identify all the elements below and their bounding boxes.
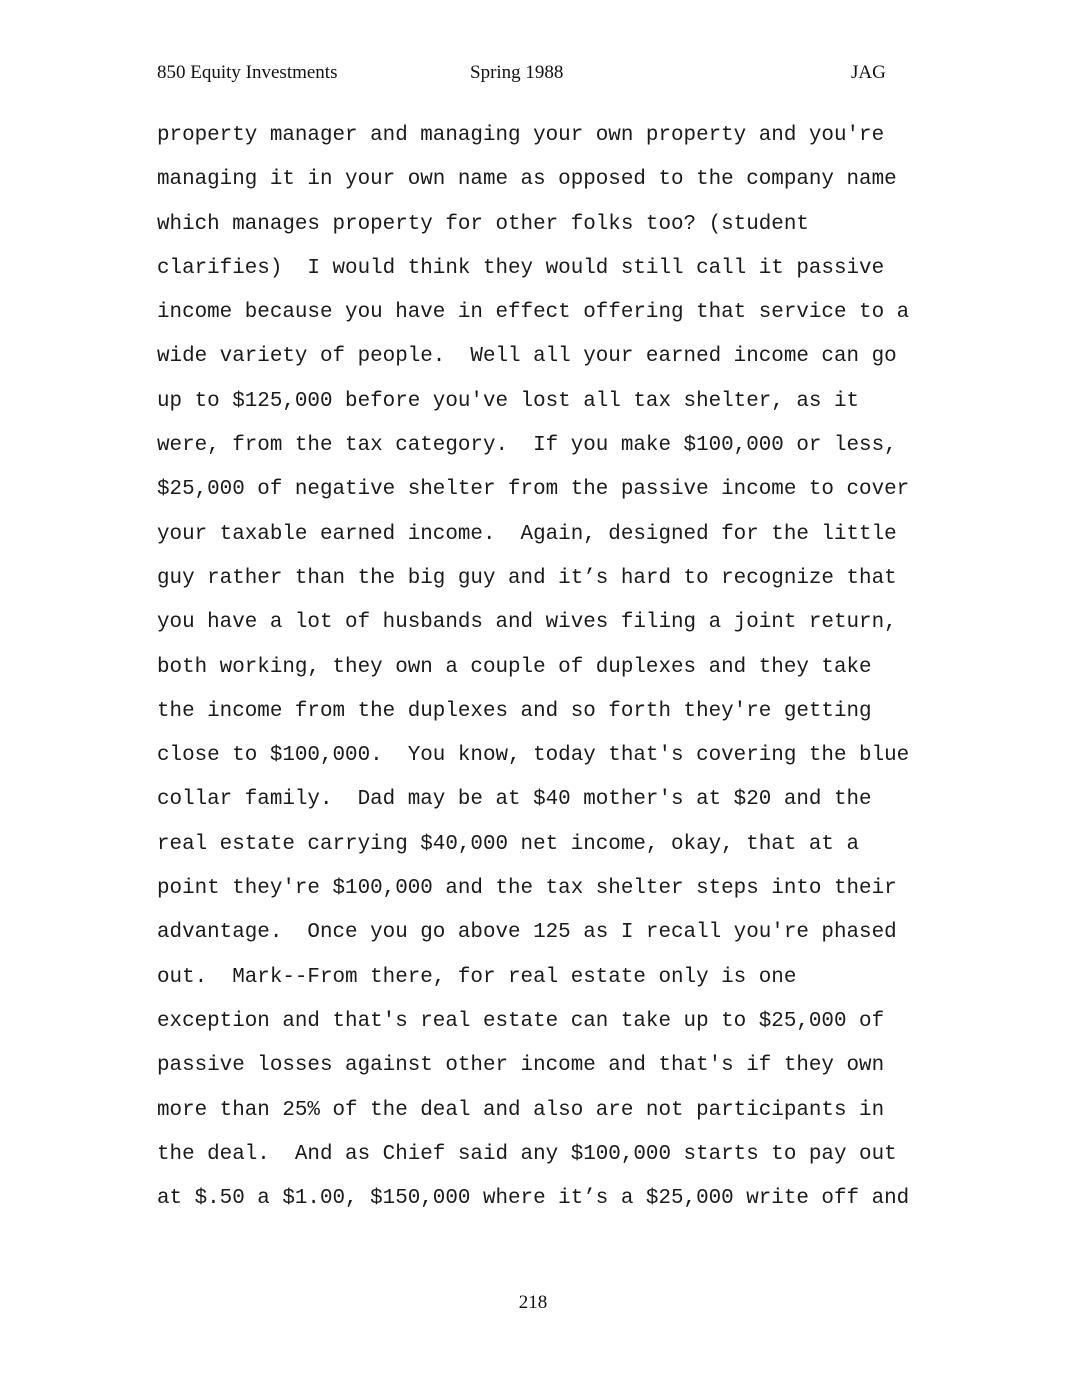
text-line: property manager and managing your own property and you're [157, 124, 885, 147]
text-line: passive losses against other income and that's if they own [157, 1054, 885, 1078]
text-line: close to $100,000. You know, today that's covering the blue [157, 744, 910, 768]
page-header [0, 62, 1066, 90]
author-initials: JAG [851, 62, 886, 83]
text-line: more than 25% of the deal and also are not participants in [157, 1098, 885, 1122]
course-title: 850 Equity Investments [157, 62, 338, 83]
text-line: both working, they own a couple of duplexes and they take [157, 655, 872, 679]
text-line: the income from the duplexes and so forth they're getting [157, 699, 872, 723]
page-number: 218 [518, 1292, 548, 1313]
text-line: the deal. And as Chief said any $100,000 starts to pay out [157, 1142, 897, 1166]
text-line: real estate carrying $40,000 net income, okay, that at a [157, 832, 860, 856]
text-line: managing it in your own name as opposed to the company name [157, 168, 897, 192]
text-line: $25,000 of negative shelter from the passive income to cover [157, 478, 910, 502]
text-line: up to $125,000 before you've lost all tax shelter, as it [157, 389, 860, 413]
text-line: point they're $100,000 and the tax shelter steps into their [157, 877, 897, 901]
text-line: your taxable earned income. Again, designed for the little [157, 522, 897, 546]
text-line: out. Mark--From there, for real estate only is one [157, 965, 797, 989]
text-line: you have a lot of husbands and wives filing a joint return, [157, 611, 897, 635]
term-label: Spring 1988 [470, 62, 564, 83]
transcript-body [157, 119, 1057, 1226]
text-line: income because you have in effect offering that service to a [157, 301, 910, 325]
text-line: wide variety of people. Well all your earned income can go [157, 345, 897, 369]
text-line: at $.50 a $1.00, $150,000 where it’s a $25,000 write off and [157, 1187, 910, 1211]
text-line: were, from the tax category. If you make $100,000 or less, [157, 434, 897, 458]
text-line: advantage. Once you go above 125 as I recall you're phased [157, 921, 897, 945]
text-line: clarifies) I would think they would still call it passive [157, 256, 885, 280]
text-line: which manages property for other folks too? (student [157, 212, 809, 236]
text-line: exception and that's real estate can take up to $25,000 of [157, 1009, 885, 1033]
text-line: collar family. Dad may be at $40 mother's at $20 and the [157, 788, 872, 812]
text-line: guy rather than the big guy and it’s hard to recognize that [157, 566, 897, 590]
